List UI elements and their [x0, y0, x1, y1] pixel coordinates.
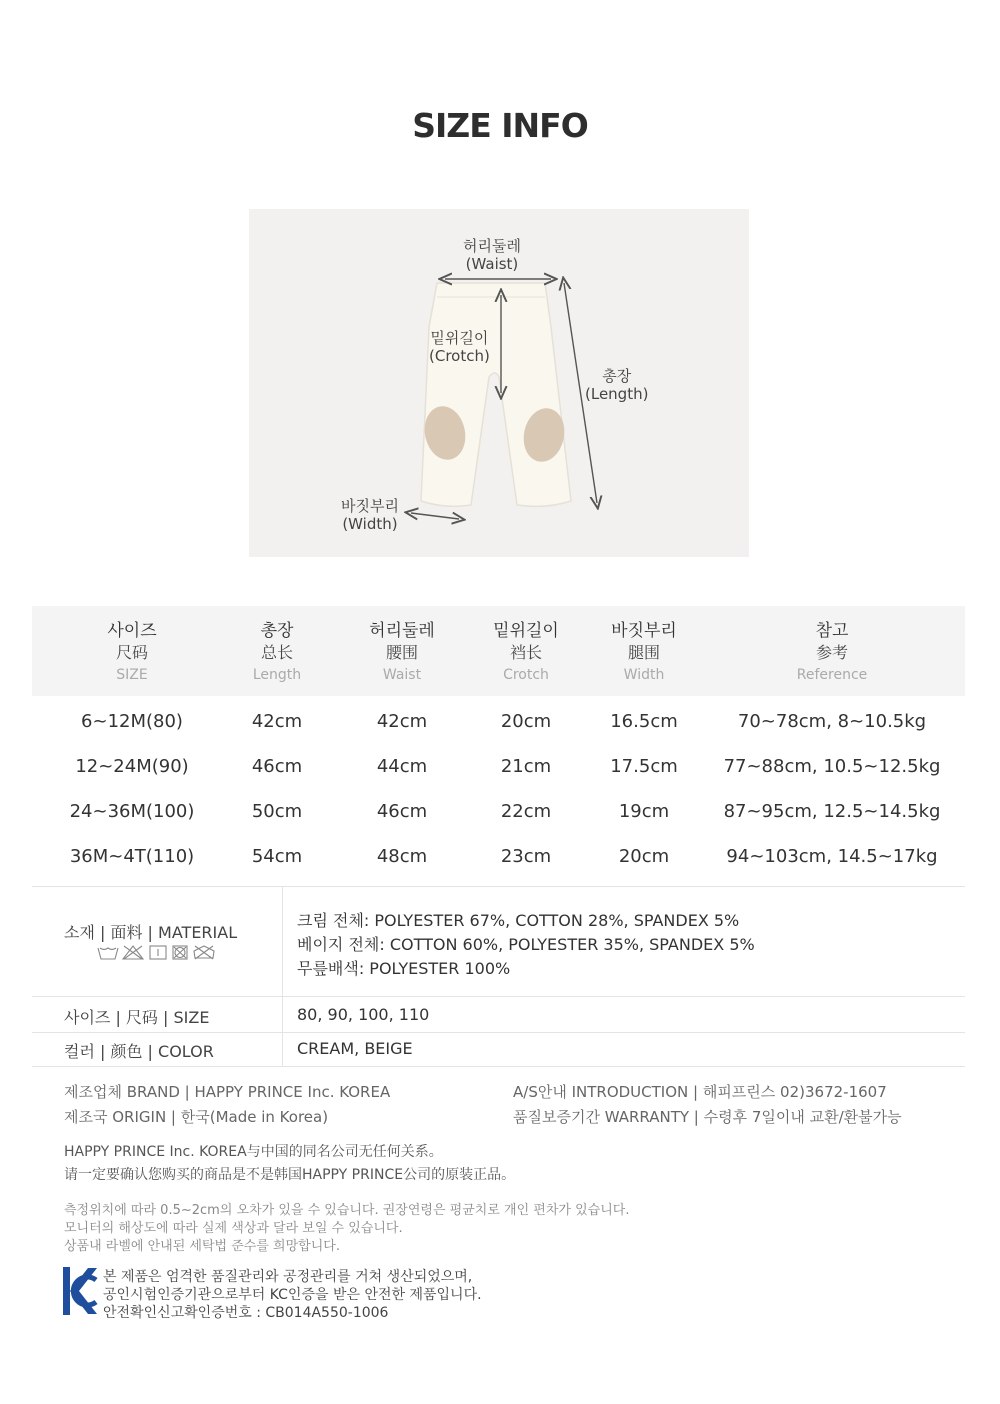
- care-symbols-icon: [96, 943, 218, 961]
- note-line: 상품내 라벨에 안내된 세탁법 준수를 희망합니다.: [64, 1239, 340, 1254]
- as-info: A/S안내 INTRODUCTION | 해피프린스 02)3672-1607: [513, 1083, 887, 1101]
- header-length: 총장 总长 Length: [252, 621, 302, 683]
- size-table: [32, 606, 965, 881]
- kc-text-line: 공인시험인증기관으로부터 KC인증을 받은 안전한 제품입니다.: [103, 1287, 482, 1303]
- material-row: [32, 887, 965, 997]
- width-label: 바짓부리 (Width): [341, 497, 399, 533]
- table-row: 36M~4T(110) 54cm 48cm 23cm 20cm 94~103cm, 14.5~17kg: [69, 846, 938, 867]
- header-waist: 허리둘레 腰围 Waist: [369, 621, 435, 683]
- kc-text-line: 본 제품은 엄격한 품질관리와 공정관리를 거쳐 생산되었으며,: [103, 1269, 473, 1285]
- material-value: 크림 전체: POLYESTER 67%, COTTON 28%, SPANDEX 5% 베이지 전체: COTTON 60%, POLYESTER 35%, SPANDEX 5% 무릎배색: POLYESTER 100%: [297, 911, 755, 978]
- kc-text-line: 안전확인신고확인증번호 : CB014A550-1006: [103, 1305, 389, 1321]
- header-size: 사이즈 尺码 SIZE: [107, 621, 157, 683]
- note-line: 모니터의 해상도에 따라 실제 색상과 달라 보일 수 있습니다.: [64, 1221, 403, 1236]
- size-value: 80, 90, 100, 110: [297, 1005, 430, 1024]
- page-title: SIZE INFO: [412, 106, 588, 145]
- header-reference: 참고 参考 Reference: [796, 621, 868, 683]
- note-line: 측정위치에 따라 0.5~2cm의 오차가 있을 수 있습니다. 권장연령은 평균치로 개인 편차가 있습니다.: [64, 1203, 630, 1218]
- header-crotch: 밑위길이 裆长 Crotch: [493, 621, 559, 683]
- warranty-info: 품질보증기간 WARRANTY | 수령후 7일이내 교환/환불가능: [513, 1108, 902, 1126]
- size-diagram: [249, 209, 749, 557]
- cn-notice-line: 请一定要确认您购买的商品是不是韩国HAPPY PRINCE公司的原装正品。: [64, 1167, 516, 1183]
- size-table-body: [32, 696, 965, 881]
- length-label: 총장 (Length): [585, 367, 649, 403]
- color-row: [32, 1033, 965, 1067]
- color-value: CREAM, BEIGE: [297, 1039, 413, 1058]
- table-row: 24~36M(100) 50cm 46cm 22cm 19cm 87~95cm, 12.5~14.5kg: [69, 801, 941, 822]
- size-row: [32, 997, 965, 1033]
- table-row: 6~12M(80) 42cm 42cm 20cm 16.5cm 70~78cm, 8~10.5kg: [81, 711, 927, 732]
- size-table-header: [32, 606, 965, 696]
- cn-notice-line: HAPPY PRINCE Inc. KOREA与中国的同名公司无任何关系。: [64, 1144, 443, 1160]
- origin-info: 제조국 ORIGIN | 한국(Made in Korea): [64, 1108, 329, 1126]
- width-arrow: [411, 513, 459, 519]
- waist-label: 허리둘레 (Waist): [463, 237, 521, 273]
- color-label: 컬러 | 颜色 | COLOR: [64, 1042, 214, 1061]
- table-row: 12~24M(90) 46cm 44cm 21cm 17.5cm 77~88cm, 10.5~12.5kg: [75, 756, 941, 777]
- header-width: 바짓부리 腿围 Width: [611, 621, 677, 683]
- crotch-label: 밑위길이 (Crotch): [429, 329, 490, 365]
- product-info-table: [32, 886, 965, 1067]
- kc-mark-icon: [62, 1266, 98, 1316]
- material-label: 소재 | 面料 | MATERIAL: [64, 923, 238, 942]
- pants-shape: [421, 283, 571, 506]
- size-label: 사이즈 | 尺码 | SIZE: [64, 1008, 210, 1027]
- brand-info: 제조업체 BRAND | HAPPY PRINCE Inc. KOREA: [64, 1083, 391, 1101]
